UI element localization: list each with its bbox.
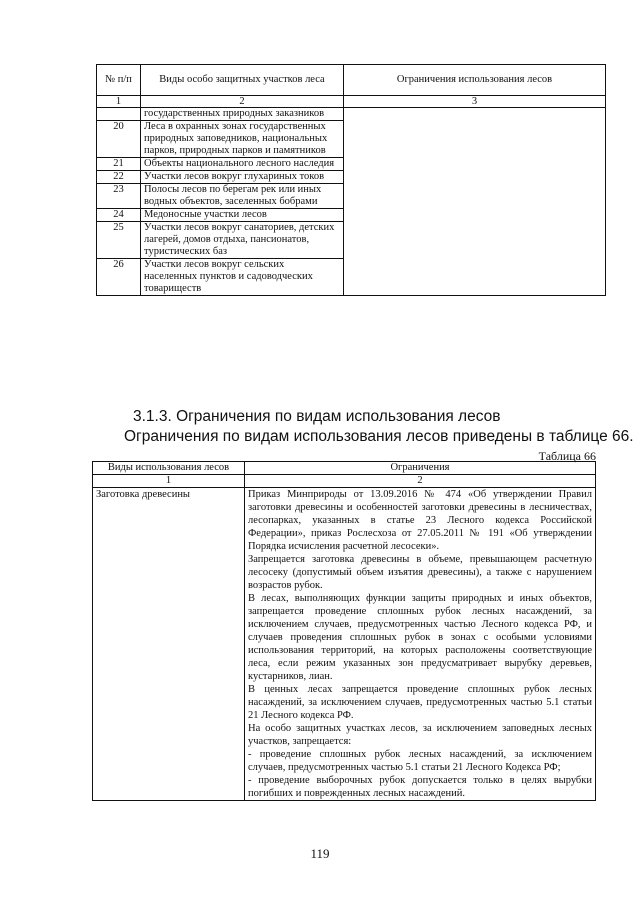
row-num: 26 xyxy=(97,259,141,296)
col-number-2: 2 xyxy=(141,96,344,108)
paragraph: Запрещается заготовка древесины в объеме, превышающем расчетную лесосеку (допустимый объем изъятия древесины), а также с нарушением возрастов рубок. xyxy=(248,554,592,591)
paragraph: - проведение сплошных рубок лесных насаждений, за исключением случаев, предусмотренных частью 5.1 статьи 21 Лесного Кодекса РФ; xyxy=(248,749,592,773)
header-area-types: Виды особо защитных участков леса xyxy=(141,65,344,96)
table-label: Таблица 66 xyxy=(538,449,596,463)
protective-areas-table xyxy=(96,64,606,296)
paragraph: На особо защитных участках лесов, за исключением заповедных лесных участков, запрещается: xyxy=(248,723,592,747)
row-name: Леса в охранных зонах государственных природных заповедников, национальных парков, природных парков и памятников xyxy=(141,121,344,158)
col-number-3: 3 xyxy=(344,96,606,108)
row-num: 22 xyxy=(97,171,141,184)
header-restrictions: Ограничения xyxy=(245,462,596,475)
row-name: государственных природных заказников xyxy=(141,108,344,121)
section-subtitle: Ограничения по видам использования лесов приведены в таблице 66. xyxy=(124,428,634,445)
col-number-2: 2 xyxy=(245,475,596,488)
table-row xyxy=(97,108,606,121)
row-num xyxy=(97,108,141,121)
table-row xyxy=(93,488,596,801)
col-number-1: 1 xyxy=(97,96,141,108)
paragraph: В ценных лесах запрещается проведение сплошных рубок лесных насаждений, за исключением случаев, предусмотренных частью 5.1 статьи 21 Лесного кодекса РФ. xyxy=(248,684,592,721)
section-title: 3.1.3. Ограничения по видам использования лесов xyxy=(133,408,501,425)
paragraph: - проведение выборочных рубок допускается только в целях вырубки погибших и поврежденных лесных насаждений. xyxy=(248,775,592,799)
restrictions-text xyxy=(245,488,596,801)
row-name: Участки лесов вокруг сельских населенных пунктов и садоводческих товариществ xyxy=(141,259,344,296)
row-name: Полосы лесов по берегам рек или иных водных объектов, заселенных бобрами xyxy=(141,184,344,209)
row-num: 23 xyxy=(97,184,141,209)
header-restrictions: Ограничения использования лесов xyxy=(344,65,606,96)
row-num: 20 xyxy=(97,121,141,158)
usage-type-name: Заготовка древесины xyxy=(93,488,245,801)
row-name: Медоносные участки лесов xyxy=(141,209,344,222)
row-num: 21 xyxy=(97,158,141,171)
row-num: 25 xyxy=(97,222,141,259)
usage-restrictions-table xyxy=(92,461,596,801)
row-name: Участки лесов вокруг глухариных токов xyxy=(141,171,344,184)
paragraph: В лесах, выполняющих функции защиты природных и иных объектов, запрещается проведение сплошных рубок лесных насаждений, за исключением случаев, предусмотренных частью Лесного кодекса РФ, и случаев проведения сплошных рубок в зонах с особыми условиями использования территорий, на которых расположены соответствующие леса, если режим указанных зон предусматривает вырубку деревьев, кустарников, лиан. xyxy=(248,593,592,682)
header-num: № п/п xyxy=(97,65,141,96)
col-number-1: 1 xyxy=(93,475,245,488)
header-usage-types: Виды использования лесов xyxy=(93,462,245,475)
row-name: Объекты национального лесного наследия xyxy=(141,158,344,171)
paragraph: Приказ Минприроды от 13.09.2016 № 474 «Об утверждении Правил заготовки древесины и особенностей заготовки древесины в лесничествах, лесопарках, указанных в статье 23 Лесного кодекса Российской Федерации», приказ Рослесхоза от 27.05.2011 № 191 «Об утверждении Порядка исчисления расчетной лесосеки». xyxy=(248,489,592,552)
page-number: 119 xyxy=(310,846,330,861)
row-name: Участки лесов вокруг санаториев, детских лагерей, домов отдыха, пансионатов, туристических баз xyxy=(141,222,344,259)
row-num: 24 xyxy=(97,209,141,222)
restrictions-cell xyxy=(344,108,606,296)
